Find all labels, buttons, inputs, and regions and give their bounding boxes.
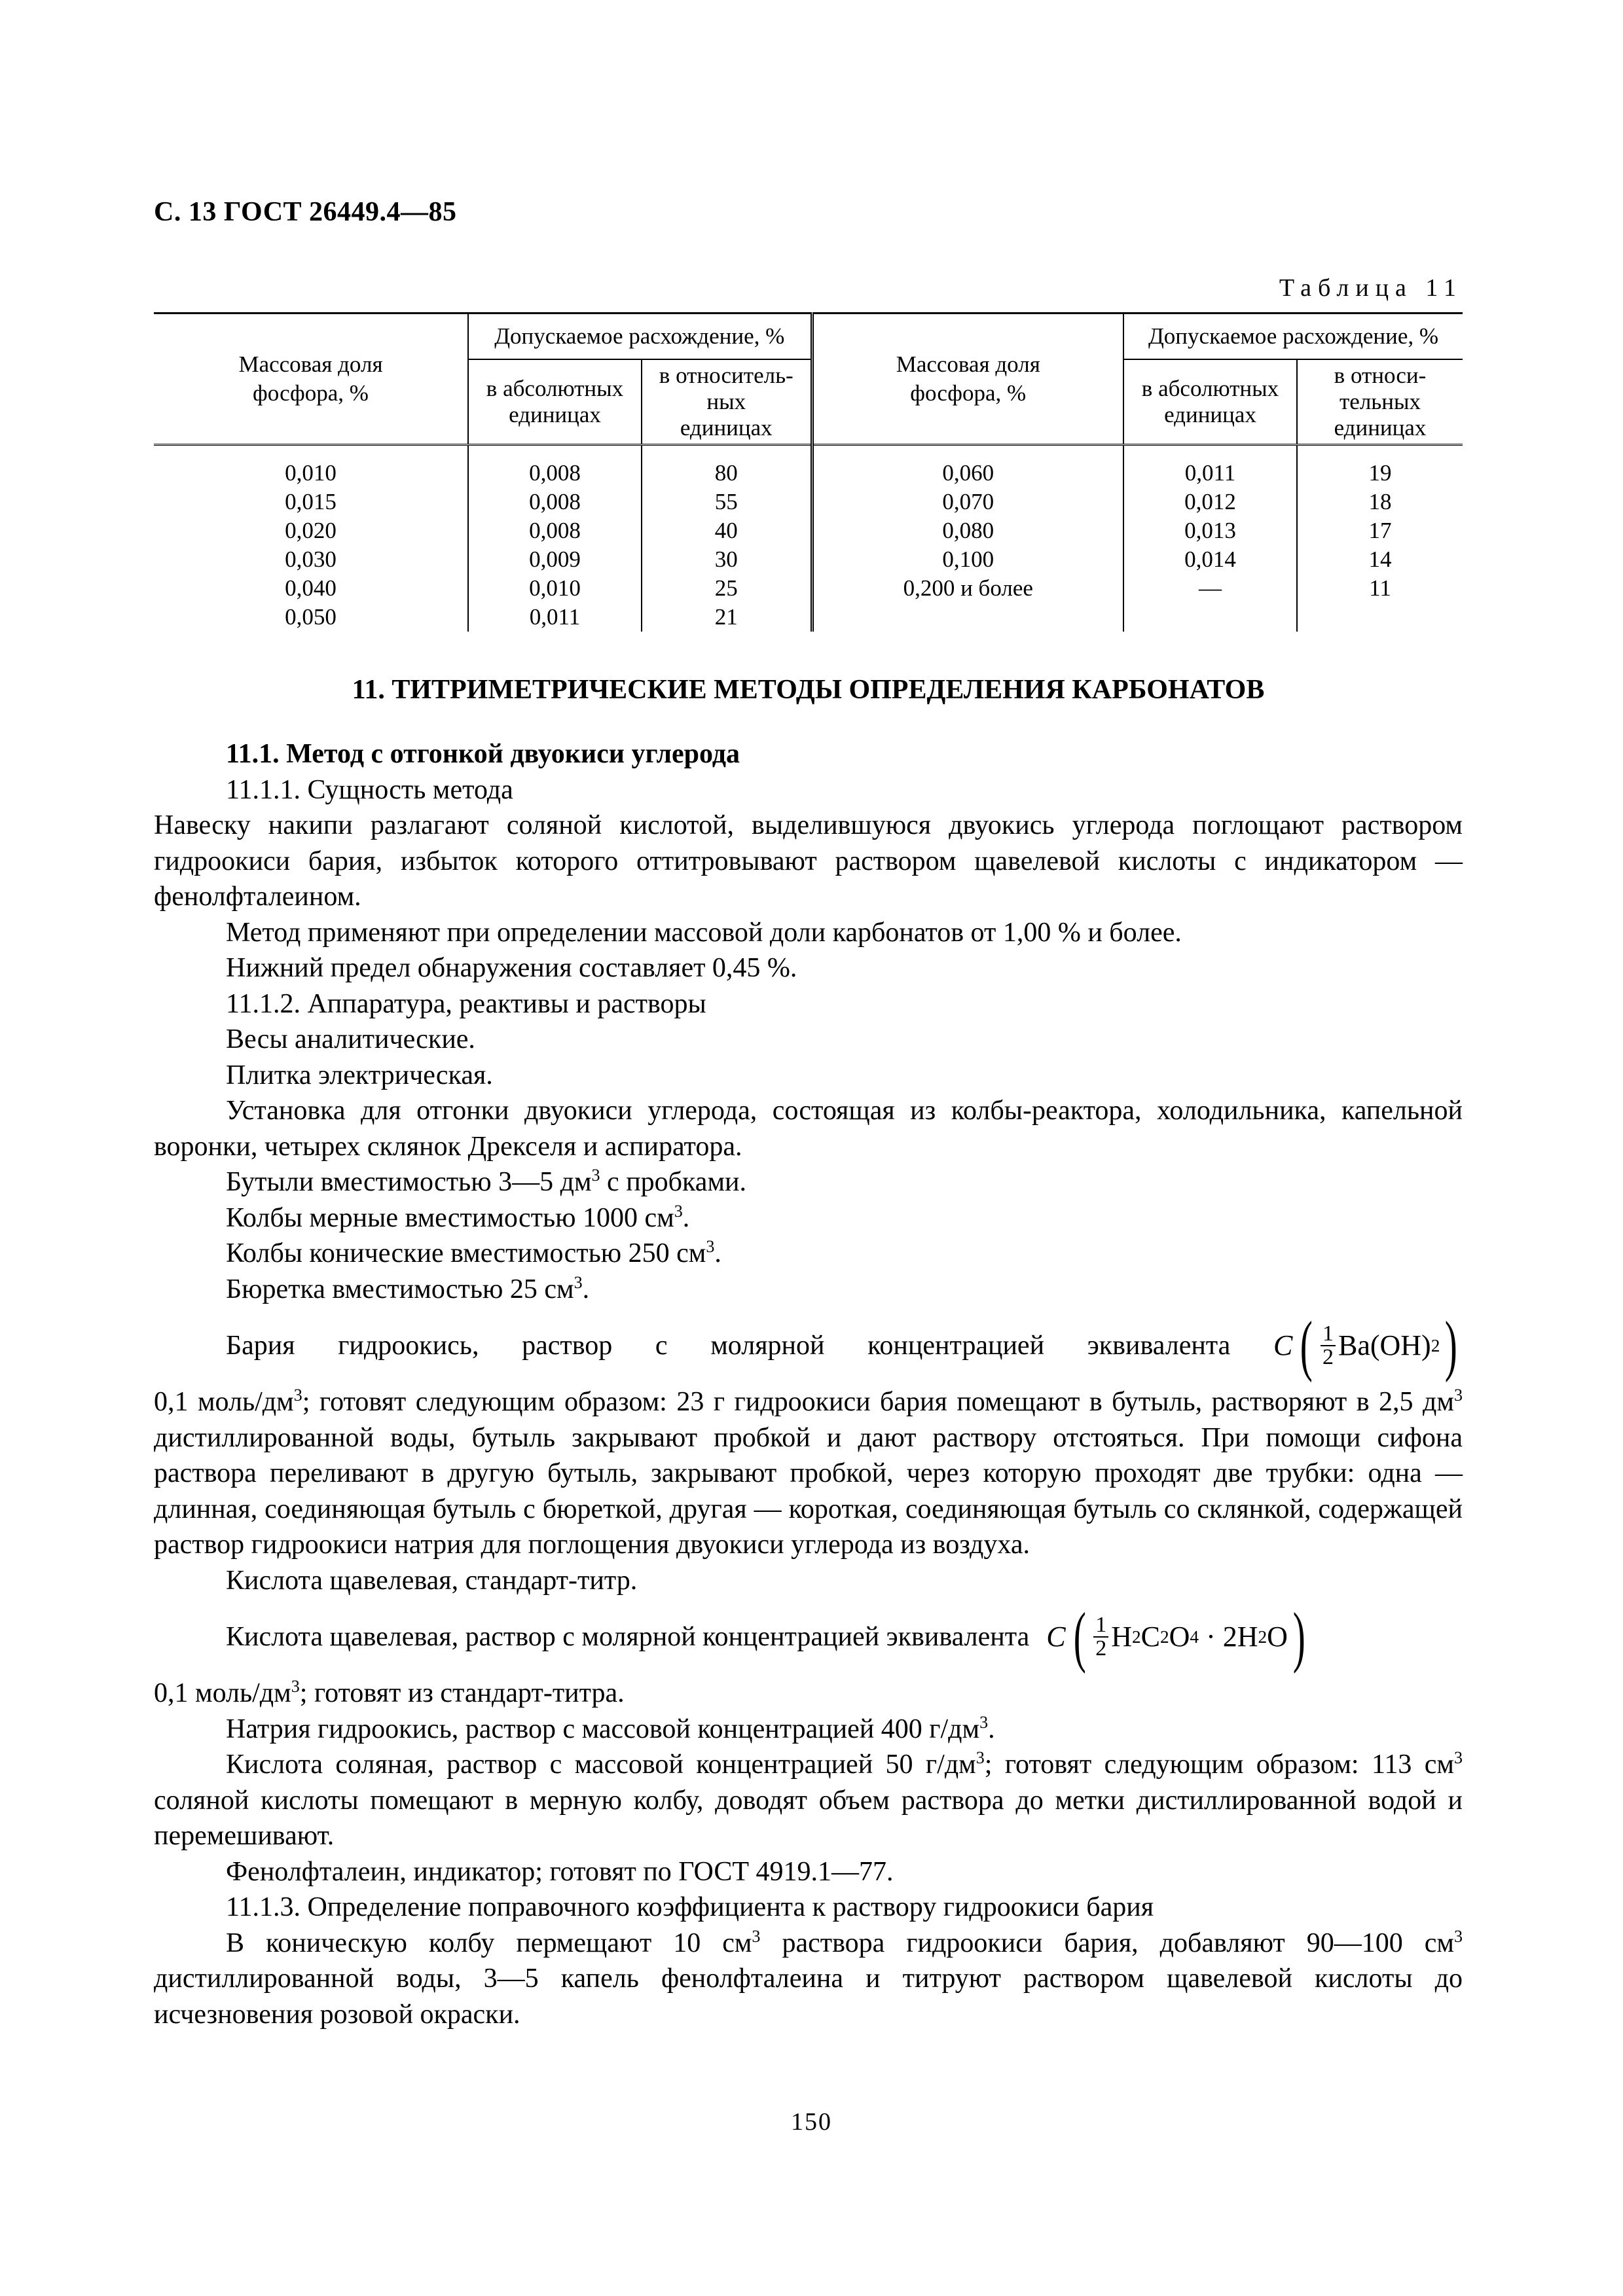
header-allowed-divergence-left: Допускаемое расхождение, % bbox=[468, 314, 812, 360]
header-mass-fraction-left: Массовая доля фосфора, % bbox=[154, 314, 468, 445]
clause-heading: 11.1.1. Сущность метода bbox=[226, 774, 513, 805]
header-relative-left: в относитель- ных единицах bbox=[642, 359, 812, 445]
clause-heading: 11.1.3. Определение поправочного коэффициента к раствору гидроокиси бария bbox=[226, 1892, 1154, 1922]
paragraph: 0,1 моль/$дм^3$; готовят следующим образом: 23 г гидроокиси бария помещают в бутыль, растворяют в 2,5 $дм^3$ дистиллированной воды, бутыль закрывают пробкой и дают раствору отстояться. При помощи сифона раствора переливают в другую бутыль, закрывают пробкой, через которую проходят две трубки: одна — длинная, соединяющая бутыль с бюреткой, другая — короткая, соединяющая бутыль со склянкой, содержащей раствор гидроокиси натрия для поглощения двуокиси углерода из воздуха. bbox=[154, 1386, 1463, 1560]
table-cell-absolute-right: 0,011 0,012 0,013 0,014 — bbox=[1123, 445, 1297, 632]
table-cell-absolute-left: 0,008 0,008 0,008 0,009 0,010 0,011 bbox=[468, 445, 642, 632]
header-mass-fraction-right: Массовая доля фосфора, % bbox=[812, 314, 1123, 445]
paragraph: Фенолфталеин, индикатор; готовят по ГОСТ 4919.1—77. bbox=[226, 1856, 894, 1887]
table-cell-relative-left: 80 55 40 30 25 21 bbox=[642, 445, 812, 632]
header-relative-right: в относи- тельных единицах bbox=[1297, 359, 1463, 445]
paragraph: Кислота соляная, раствор с массовой концентрацией 50 $г/дм^3$; готовят следующим образом: 113 $см^3$ соляной кислоты помещают в мерную колбу, доводят объем раствора до метки дистиллированной водой и перемешивают. bbox=[154, 1748, 1463, 1851]
page-header: С. 13 ГОСТ 26449.4—85 bbox=[154, 197, 457, 227]
paragraph: 0,1 моль/$дм^3$; готовят из стандарт-титра. bbox=[154, 1677, 625, 1708]
formula-line-oxalic-acid: Кислота щавелевая, раствор с молярной концентрацией эквивалента C ( $\frac{1}{2}$ H 2 C 2 O 4 · 2H 2 O ) bbox=[154, 1598, 1463, 1676]
table-11 bbox=[154, 312, 1463, 632]
clause-heading: 11.1.2. Аппаратура, реактивы и растворы bbox=[226, 988, 706, 1019]
table-cell-mass-left: 0,010 0,015 0,020 0,030 0,040 0,050 bbox=[154, 445, 468, 632]
table-cell-mass-right: 0,060 0,070 0,080 0,100 0,200 и более bbox=[812, 445, 1123, 632]
formula-barium-hydroxide: C ( $\frac{1}{2}$ Ba(OH) 2 ) bbox=[1273, 1308, 1458, 1383]
paragraph: Натрия гидроокись, раствор с массовой концентрацией 400 $г/дм^3$. bbox=[226, 1712, 995, 1744]
page-number: 150 bbox=[791, 2108, 832, 2136]
formula-line-barium-hydroxide: Бария гидроокись, раствор с молярной концентрацией эквивалента C ( $\frac{1}{2}$ Ba(OH) 2 ) bbox=[154, 1307, 1463, 1384]
paragraph: Плитка электрическая. bbox=[226, 1060, 493, 1090]
paragraph: Навеску накипи разлагают соляной кислотой, выделившуюся двуокись углерода поглощают раствором гидроокиси бария, избыток которого оттитровывают раствором щавелевой кислоты с индикатором — фенолфталеином. bbox=[154, 810, 1463, 912]
body-text bbox=[154, 736, 1463, 2032]
data-table bbox=[154, 312, 1463, 632]
header-allowed-divergence-right: Допускаемое расхождение, % bbox=[1123, 314, 1463, 360]
paragraph: Колбы мерные вместимостью 1000 $см^3$. bbox=[226, 1201, 690, 1233]
paragraph: Весы аналитические. bbox=[226, 1024, 475, 1054]
header-absolute-left: в абсолютных единицах bbox=[468, 359, 642, 445]
paragraph: В коническую колбу пермещают 10 $см^3$ раствора гидроокиси бария, добавляют 90—100 $см^3$ дистиллированной воды, 3—5 капель фенолфталеина и титруют раствором щавелевой кислоты до исчезновения розовой окраски. bbox=[154, 1926, 1463, 2030]
paragraph: Колбы конические вместимостью 250 $см^3$. bbox=[226, 1237, 721, 1268]
paragraph: Установка для отгонки двуокиси углерода, состоящая из колбы-реактора, холодильника, капельной воронки, четырех склянок Дрекселя и аспиратора. bbox=[154, 1096, 1463, 1162]
paragraph: Бутыли вместимостью 3—5 $дм^3$ с пробками. bbox=[226, 1166, 746, 1197]
paragraph: Метод применяют при определении массовой доли карбонатов от 1,00 % и более. bbox=[226, 917, 1182, 948]
paragraph: Нижний предел обнаружения составляет 0,45 %. bbox=[226, 953, 797, 983]
subsection-heading: 11.1. Метод с отгонкой двуокиси углерода bbox=[226, 739, 740, 769]
header-absolute-right: в абсолютных единицах bbox=[1123, 359, 1297, 445]
formula-oxalic-acid: C ( $\frac{1}{2}$ H 2 C 2 O 4 · 2H 2 O ) bbox=[1046, 1599, 1305, 1674]
section-title: 11. ТИТРИМЕТРИЧЕСКИЕ МЕТОДЫ ОПРЕДЕЛЕНИЯ КАРБОНАТОВ bbox=[352, 675, 1265, 705]
table-cell-relative-right: 19 18 17 14 11 bbox=[1368, 460, 1392, 601]
paragraph: Бюретка вместимостью 25 $см^3$. bbox=[226, 1272, 590, 1304]
table-caption: Таблица 11 bbox=[1279, 274, 1463, 302]
paragraph: Кислота щавелевая, стандарт-титр. bbox=[226, 1565, 638, 1596]
